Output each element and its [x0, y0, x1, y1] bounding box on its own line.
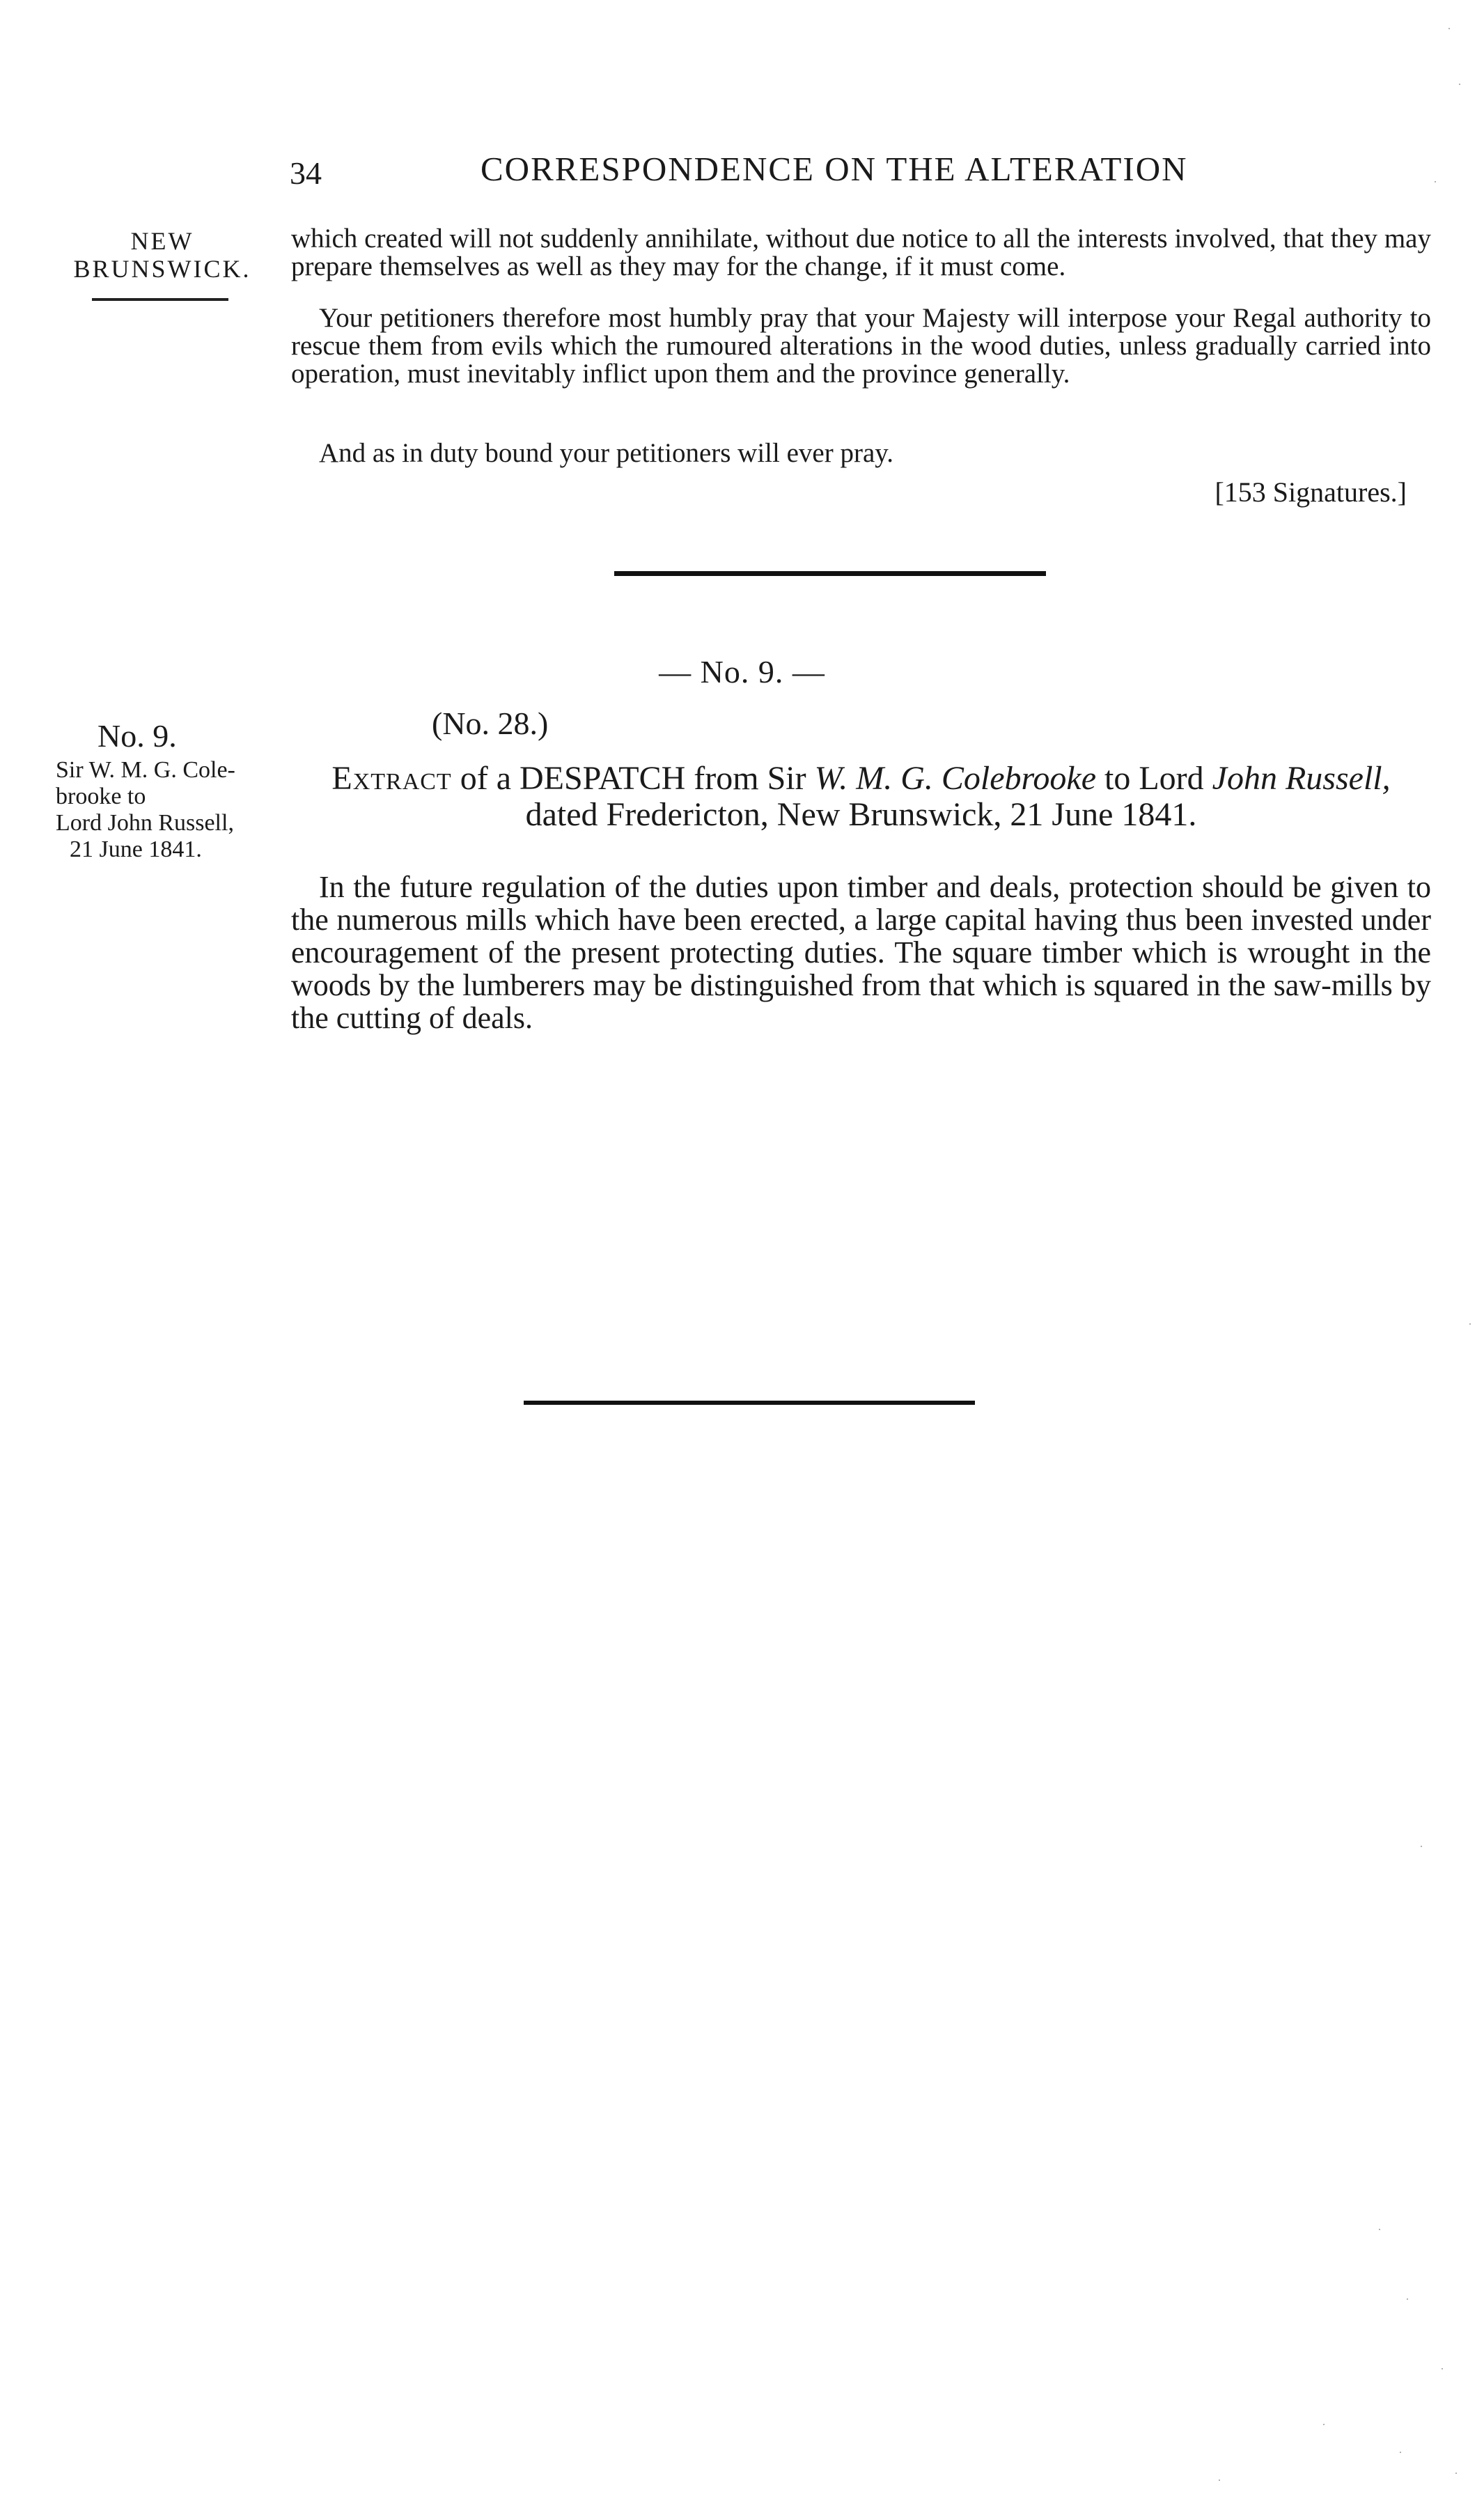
margin-note-province [68, 227, 256, 283]
petition-paragraph-2: Your petitioners therefore most humbly pray that your Majesty will interpose your Regal authority to rescue them from evils which the rumoured alterations in the wood duties, unless gradually carried into operation, must inevitably inflict upon them and the province generally. [291, 303, 1431, 389]
heading-line-1 [291, 761, 1431, 797]
speckle [1448, 28, 1450, 29]
speckle [1469, 1323, 1471, 1325]
original-number: (No. 28.) [432, 706, 549, 741]
page-number: 34 [290, 155, 322, 191]
margin-note-line: brooke to [56, 784, 146, 809]
petition-paragraph-1: which created will not suddenly annihilate, without due notice to all the interests involved, that they may prepare themselves as well as they may for the change, if it must come. [291, 224, 1431, 281]
margin-note-rule [92, 298, 228, 301]
signatures-note: [153 Signatures.] [1214, 476, 1407, 508]
heading-recipient: John Russell, [1212, 760, 1391, 797]
speckle [1421, 1846, 1422, 1847]
margin-note-line: NEW [130, 227, 194, 255]
despatch-body: In the future regulation of the duties upon timber and deals, protection should be given to the numerous mills which have been erected, a large capital having thus been invested under encouragement of the present protecting duties. The square timber which is wrought in the woods by the lumberers may be distinguished from that which is squared in the saw-mills by the cutting of deals. [291, 870, 1431, 1035]
margin-document-number: No. 9. [97, 718, 177, 754]
speckle [1400, 2452, 1401, 2453]
end-divider [524, 1401, 975, 1405]
heading-prefix: Extract [331, 760, 452, 797]
speckle [1323, 2424, 1325, 2425]
heading-sender: W. M. G. Colebrooke [814, 760, 1097, 797]
speckle [1407, 2298, 1408, 2300]
speckle [1379, 2229, 1380, 2230]
despatch-heading [291, 761, 1431, 833]
speckle [1435, 181, 1436, 182]
heading-line-2: dated Fredericton, New Brunswick, 21 June 1841. [525, 796, 1197, 833]
petition-paragraph-3: And as in duty bound your petitioners will ever pray. [319, 438, 893, 468]
heading-text: of a DESPATCH from Sir [451, 760, 815, 797]
section-divider [614, 571, 1046, 576]
speckle [1442, 2368, 1443, 2369]
margin-note-line: Sir W. M. G. Cole- [56, 757, 235, 783]
running-title: CORRESPONDENCE ON THE ALTERATION [481, 150, 1188, 188]
document-number: — No. 9. — [659, 654, 825, 690]
margin-note-line: 21 June 1841. [70, 836, 202, 862]
margin-note-line: Lord John Russell, [56, 810, 234, 836]
speckle [1455, 2473, 1457, 2474]
margin-note-correspondents [56, 757, 286, 863]
speckle [1459, 84, 1460, 85]
heading-text: to Lord [1096, 760, 1212, 797]
speckle [1219, 2479, 1220, 2481]
margin-note-line: BRUNSWICK. [73, 255, 251, 283]
